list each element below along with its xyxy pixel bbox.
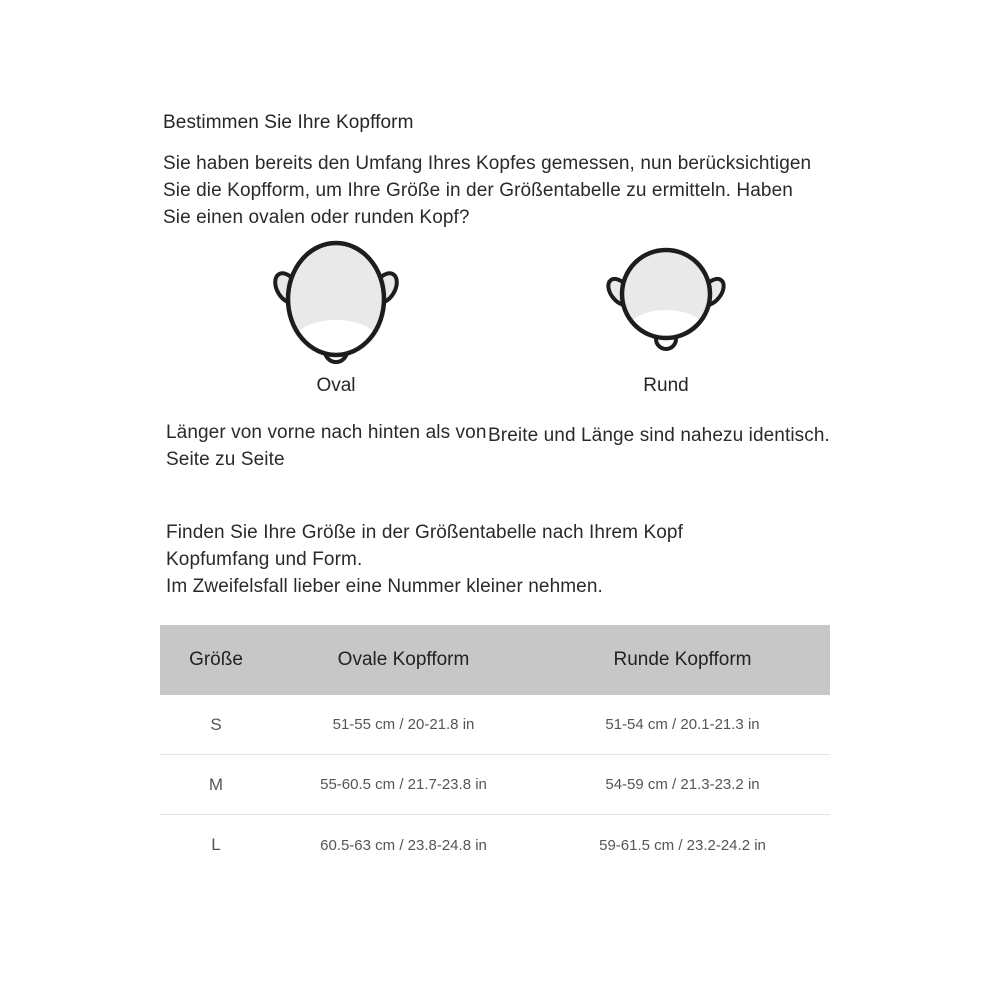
header-ovale-kopfform: Ovale Kopfform	[337, 649, 470, 670]
size-label: L	[211, 835, 221, 854]
round-range: 54-59 cm / 21.3-23.2 in	[605, 776, 760, 793]
table-row-s	[160, 695, 830, 755]
intro-paragraph	[163, 150, 811, 231]
oval-head-figure	[270, 238, 402, 397]
size-label: M	[208, 774, 224, 794]
intro-line: Sie einen ovalen oder runden Kopf?	[163, 207, 470, 228]
table-row-m	[160, 755, 830, 815]
round-head-figure	[600, 238, 732, 397]
round-range: 51-54 cm / 20.1-21.3 in	[605, 716, 760, 733]
finder-line: Finden Sie Ihre Größe in der Größentabelle nach Ihrem Kopf	[166, 522, 683, 543]
finder-line: Kopfumfang und Form.	[166, 549, 363, 570]
oval-head-icon	[270, 238, 402, 368]
finder-line: Im Zweifelsfall lieber eine Nummer kleiner nehmen.	[166, 576, 603, 597]
oval-range: 60.5-63 cm / 23.8-24.8 in	[320, 836, 487, 854]
page-title: Bestimmen Sie Ihre Kopfform	[163, 112, 414, 133]
size-label: S	[210, 714, 222, 734]
oval-description-line: Länger von vorne nach hinten als von	[166, 422, 487, 443]
size-table	[160, 625, 830, 875]
oval-description-line: Seite zu Seite	[166, 449, 285, 470]
round-head-icon	[600, 238, 732, 368]
round-label: Rund	[643, 375, 689, 396]
size-finder-text	[166, 519, 683, 600]
header-groesse: Größe	[189, 649, 243, 670]
size-table-header-row	[160, 625, 830, 695]
intro-line: Sie haben bereits den Umfang Ihres Kopfes gemessen, nun berücksichtigen	[163, 153, 812, 174]
table-row-l	[160, 815, 830, 875]
oval-label: Oval	[316, 375, 356, 396]
round-range: 59-61.5 cm / 23.2-24.2 in	[599, 836, 766, 854]
oval-range: 51-55 cm / 20-21.8 in	[332, 716, 475, 733]
header-runde-kopfform: Runde Kopfform	[613, 649, 752, 670]
intro-line: Sie die Kopfform, um Ihre Größe in der Größentabelle zu ermitteln. Haben	[163, 180, 793, 201]
oval-range: 55-60.5 cm / 21.7-23.8 in	[320, 776, 487, 793]
round-description-line: Breite und Länge sind nahezu identisch.	[488, 425, 830, 446]
round-description	[488, 422, 858, 449]
oval-description	[166, 419, 496, 473]
